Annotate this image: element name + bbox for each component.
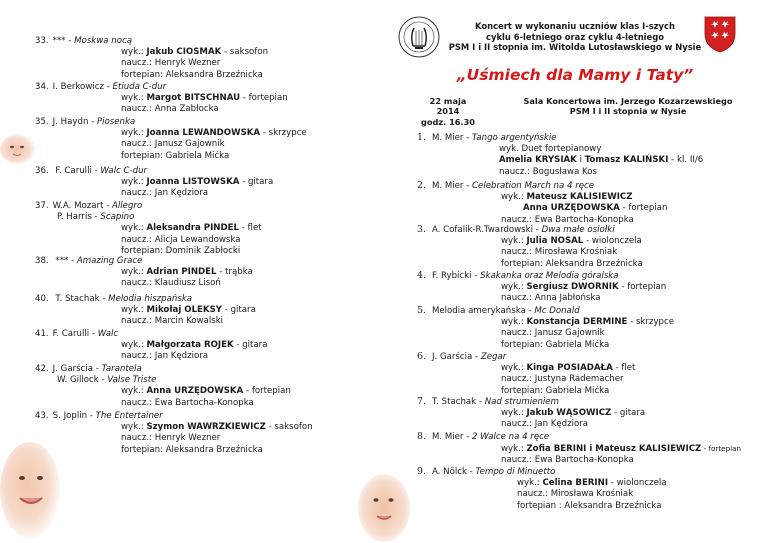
credit-line [417,478,667,489]
item-number: 35. [35,117,49,127]
credit-line [35,305,256,316]
text: naucz.: [501,247,533,258]
text: M. Mier - [431,133,470,143]
text: - gitara [611,408,646,419]
text: wyk.: [121,340,144,351]
text: wyk.: [121,93,144,104]
text: Ewa Bartocha-Konopka [532,455,634,466]
piece-title: 2 Walce na 4 ręce [472,432,550,442]
credit-line [417,317,674,328]
text: Aleksandra Brzeźnicka [561,500,662,511]
item-heading [35,256,253,267]
text: W.A. Mozart - [52,201,110,211]
text: wyk.: [121,177,144,188]
item-number: 1. [417,132,426,143]
program-item-3 [417,224,643,270]
program-item-5 [417,305,674,351]
text: naucz.: [501,419,533,430]
item-heading [35,166,273,177]
item-heading [417,180,667,192]
text: wyk.: [501,363,524,374]
performer-name: Adrian PINDEL [146,267,217,278]
item-number: 4. [417,270,426,281]
credit-line [35,128,307,139]
text: wyk.: [501,192,524,203]
performer-name: Julia NOSAL [526,236,584,247]
item-heading [35,329,267,340]
text: F. Rybicki - [431,271,478,281]
piece-title: Mc Donald [534,306,580,316]
text: Jan Kędziora [532,419,589,430]
text: naucz.: [501,455,533,466]
piece-title: The Entertainer [95,411,163,421]
text: fortepian: [501,258,543,269]
credit-line [417,408,645,419]
piece-title: Walc [97,329,119,339]
text: - flet [612,363,636,374]
text: wyk.: [517,478,540,489]
text: naucz.: [121,316,153,327]
text: wyk.: [121,305,144,316]
text: - gitara [239,177,274,188]
credit-line [417,203,667,214]
event-title: „Uśmiech dla Mamy i Taty” [456,66,694,84]
text: wyk.: [501,408,524,419]
text: A. Cofalik-R.Twardowski - [431,225,539,235]
credit-line [35,278,253,289]
credit-line [417,328,674,339]
credit-line [417,501,667,512]
text: naucz.: [121,278,153,289]
item-heading [35,375,291,386]
credit-line [35,422,313,433]
text: fortepian: [501,385,543,396]
text: naucz.: [121,234,153,245]
baby-photo-small [0,131,40,165]
item-number: 33. [35,36,49,46]
text: wyk.: [501,317,524,328]
program-item-38 [35,256,253,290]
item-heading [35,36,268,47]
text: - trąbka [216,267,253,278]
program-item-37 [35,201,262,257]
credit-line [417,363,635,374]
item-heading [417,270,666,282]
performer-name: Zofia BERINI i Mateusz KALISIEWICZ [526,444,702,455]
text: Aleksandra Brzeźnicka [162,444,263,455]
text: *** - [52,256,75,266]
credit-line [35,235,262,246]
piece-title: Amazing Grace [76,256,143,266]
text: M. Mier - [431,432,470,442]
text: P. Harris - [57,212,98,223]
text: *** - [52,36,72,46]
item-number: 7. [417,396,426,407]
program-item-34 [35,82,288,116]
item-heading [35,212,262,223]
text: Klaudiusz Lisoń [152,278,221,289]
item-number: 42. [35,364,49,374]
text: Ewa Bartocha-Konopka [152,397,254,408]
text: Jan Kędziora [152,351,209,362]
text: naucz.: [121,104,153,115]
text: wyk.: [501,444,524,455]
concert-header [425,21,725,53]
text: - gitara [222,305,256,316]
text: Bogusława Kos [530,166,597,177]
program-item-6 [417,351,635,397]
performer-name: Jakub CIOSMAK [146,47,222,58]
text: naucz.: [517,489,549,500]
text: wyk.: [501,236,524,247]
text: A. Nölck - [431,467,473,477]
piece-title: Valse Triste [107,375,157,386]
program-item-1 [417,132,703,178]
credit-line [417,155,703,166]
credit-line [35,104,288,115]
text: Melodia amerykańska - [431,306,532,316]
performer-name: Amelia KRYSIAK [499,155,577,166]
item-number: 8. [417,431,426,442]
program-item-33 [35,36,268,81]
performer-name: Celina BERINI [542,478,609,489]
piece-title: Skakanka oraz Melodia góralska [480,271,619,281]
text: fortepian: [501,339,543,350]
credit-line [417,443,741,455]
piece-title: Nad strumieniem [484,397,559,407]
item-heading [417,431,741,443]
program-item-8 [417,431,741,467]
text: fortepian: [121,444,163,455]
credit-line [417,455,741,466]
credit-line [417,236,643,247]
text: naucz.: [501,293,533,304]
text: fortepian: [121,69,163,80]
credit-line [417,419,645,430]
text: wyk.: [121,47,144,58]
text: wyk.: [121,386,144,397]
credit-line [417,374,635,385]
program-item-36 [35,166,273,200]
text: i [576,155,585,166]
performer-name: Aleksandra PINDEL [146,223,239,234]
text: Henryk Wezner [152,433,221,444]
piece-title: Tango argentyńskie [472,133,557,143]
item-heading [417,305,674,317]
credit-line [35,340,267,351]
text: naucz.: [501,328,533,339]
text: naucz.: [121,433,153,444]
text: - fortepian [618,282,667,293]
program-item-41 [35,329,267,363]
text: wyk.: [121,223,144,234]
text: F. Carulli - [52,329,95,339]
text: naucz.: [501,374,533,385]
piece-title: Etiuda C-dur [112,82,167,92]
item-heading [35,201,262,212]
item-number: 5. [417,305,426,316]
credit-line [417,259,643,270]
program-item-7 [417,396,645,431]
text: - kl. II/6 [668,155,704,166]
program-item-2 [417,180,667,226]
performer-name: Konstancja DERMINE [526,317,628,328]
text: Anna Jabłońska [532,293,601,304]
program-item-4 [417,270,666,305]
item-heading [417,132,703,144]
credit-line [35,70,268,81]
piece-title: Allegro [112,201,143,211]
text: Henryk Wezner [152,58,221,69]
credit-line [417,340,674,351]
credit-line [35,93,288,104]
item-heading [417,351,635,363]
item-number: 41. [35,329,49,339]
piece-title: Celebration March na 4 ręce [472,181,595,191]
piece-title: Moskwa nocą [74,36,132,46]
text: F. Carulli - [52,166,98,176]
text: S. Joplin - [52,411,93,421]
text: Janusz Gajownik [532,328,605,339]
text: fortepian: [121,245,163,256]
text: naucz.: [121,397,153,408]
item-number: 6. [417,351,426,362]
text: - skrzypce [627,317,675,328]
credit-line [417,489,667,500]
text: fortepian : [517,500,562,511]
text: Aleksandra Brzeźnicka [542,258,643,269]
item-number: 37. [35,201,49,211]
text: naucz.: [501,214,533,225]
text: Janusz Gajownik [152,139,225,150]
piece-title: Piosenka [96,117,136,127]
text: naucz.: [121,351,153,362]
piece-title: Tempo di Minuetto [475,467,556,477]
item-heading [417,224,643,236]
text: - fortepian [240,93,288,104]
item-heading [35,411,313,422]
text: wyk.: [501,282,524,293]
credit-line [417,282,666,293]
program-item-9 [417,466,667,512]
event-date [418,96,478,127]
nysa-crest-icon [703,14,737,54]
text: - fortepian [619,203,668,214]
performer-name: Kinga POSIADAŁA [526,363,613,374]
performer-name: Mikołaj OLEKSY [146,305,222,316]
text: - fortepian [701,444,742,454]
performer-name: Anna URZĘDOWSKA [523,203,620,214]
text: Ewa Bartocha-Konopka [532,214,634,225]
venue-line-2: PSM I i II stopnia w Nysie [569,106,687,117]
text: Alicja Lewandowska [152,234,241,245]
text: Mirosława Krośniak [532,247,618,258]
piece-title: Walc C-dur [100,166,148,176]
program-item-40 [35,294,256,328]
header-line-3: PSM I i II stopnia im. Witolda Lutosławskiego w Nysie [448,42,702,53]
text: W. Gillock - [57,375,105,386]
text: - skrzypce [260,128,307,139]
text: - fortepian [243,386,291,397]
text: Gabriela Mićka [542,385,610,396]
text: naucz.: [121,139,153,150]
credit-line [35,58,268,69]
text: Gabriela Mićka [162,150,230,161]
credit-line [35,316,256,327]
item-number: 9. [417,466,426,477]
text: - wiolonczela [583,236,642,247]
item-heading [417,466,667,478]
text: I. Berkowicz - [52,82,110,92]
credit-line [35,267,253,278]
item-heading [417,396,645,408]
credit-line [35,386,291,397]
performer-name: Jakub WĄSOWICZ [526,408,612,419]
performer-name: Anna URZĘDOWSKA [146,386,244,397]
item-number: 34. [35,82,49,92]
item-number: 3. [417,224,426,235]
text: J. Garścia - [52,364,99,374]
credit-line [417,167,703,178]
text: Mirosława Krośniak [548,489,634,500]
piece-title: Scapino [100,212,135,223]
text: J. Garścia - [431,352,479,362]
text: - wiolonczela [608,478,667,489]
performer-name: Mateusz KALISIEWICZ [526,192,633,203]
text: wyk.: [121,422,144,433]
venue-line-1: Sala Koncertowa im. Jerzego Kozarzewskiego [523,96,733,106]
piece-title: Tarantela [101,364,142,374]
text: - saksofon [221,47,269,58]
text: fortepian: [121,150,163,161]
text: Marcin Kowalski [152,316,224,327]
text: Justyna Rademacher [532,374,624,385]
time-text: godz. 16.30 [421,116,475,127]
credit-line [417,144,703,155]
performer-name: Sergiusz DWORNIK [526,282,619,293]
credit-line [35,433,313,444]
header-line-1: Koncert w wykonaniu uczniów klas I-szych [475,21,675,31]
credit-line [35,445,313,456]
program-item-35 [35,117,307,162]
text: Gabriela Mićka [542,339,610,350]
baby-photo-large [0,438,62,543]
credit-line [417,293,666,304]
item-number: 40. [35,294,49,304]
item-number: 38. [35,256,49,266]
performer-name: Joanna LISTOWSKA [146,177,240,188]
text: J. Haydn - [52,117,95,127]
performer-name: Szymon WAWRZKIEWICZ [146,422,266,433]
text: T. Stachak - [52,294,106,304]
credit-line [35,177,273,188]
text: T. Stachak - [431,397,482,407]
text: M. Mier - [431,181,470,191]
text: naucz.: [121,58,153,69]
piece-title: Zegar [480,352,507,362]
baby-photo-medium [358,470,410,543]
credit-line [35,351,267,362]
credit-line [417,192,667,203]
text: Dominik Zabłocki [162,245,241,256]
item-number: 2. [417,180,426,191]
text: Aleksandra Brzeźnicka [162,69,263,80]
credit-line [35,398,291,409]
credit-line [35,47,268,58]
credit-line [35,188,273,199]
header-line-2: cyklu 6-letniego oraz cyklu 4-letniego [486,31,664,42]
piece-title: Melodia hiszpańska [108,294,193,304]
item-number: 43. [35,411,49,421]
text: - gitara [233,340,268,351]
text: wyk.: [121,128,144,139]
credit-line [35,151,307,162]
item-heading [35,82,288,93]
performer-name: Małgorzata ROJEK [146,340,234,351]
item-heading [35,294,256,305]
text: naucz.: [499,166,531,177]
event-venue [508,96,748,117]
performer-name: Margot BITSCHNAU [146,93,241,104]
item-heading [35,117,307,128]
text: naucz.: [121,188,153,199]
text: - flet [238,223,262,234]
item-number: 36. [35,166,49,176]
program-item-43 [35,411,313,456]
text: wyk. Duet fortepianowy [499,144,602,155]
date-text: 22 maja 2014 [429,96,467,117]
text: wyk.: [121,267,144,278]
piece-title: Dwa małe osiołki [541,225,615,235]
performer-name: Tomasz KALIŃSKI [584,155,669,166]
text: Jan Kędziora [152,188,209,199]
credit-line [417,247,643,258]
item-heading [35,364,291,375]
performer-name: Joanna LEWANDOWSKA [146,128,261,139]
credit-line [35,223,262,234]
text: Anna Zabłocka [152,104,219,115]
text: - saksofon [265,422,313,433]
program-item-42 [35,364,291,409]
credit-line [35,139,307,150]
